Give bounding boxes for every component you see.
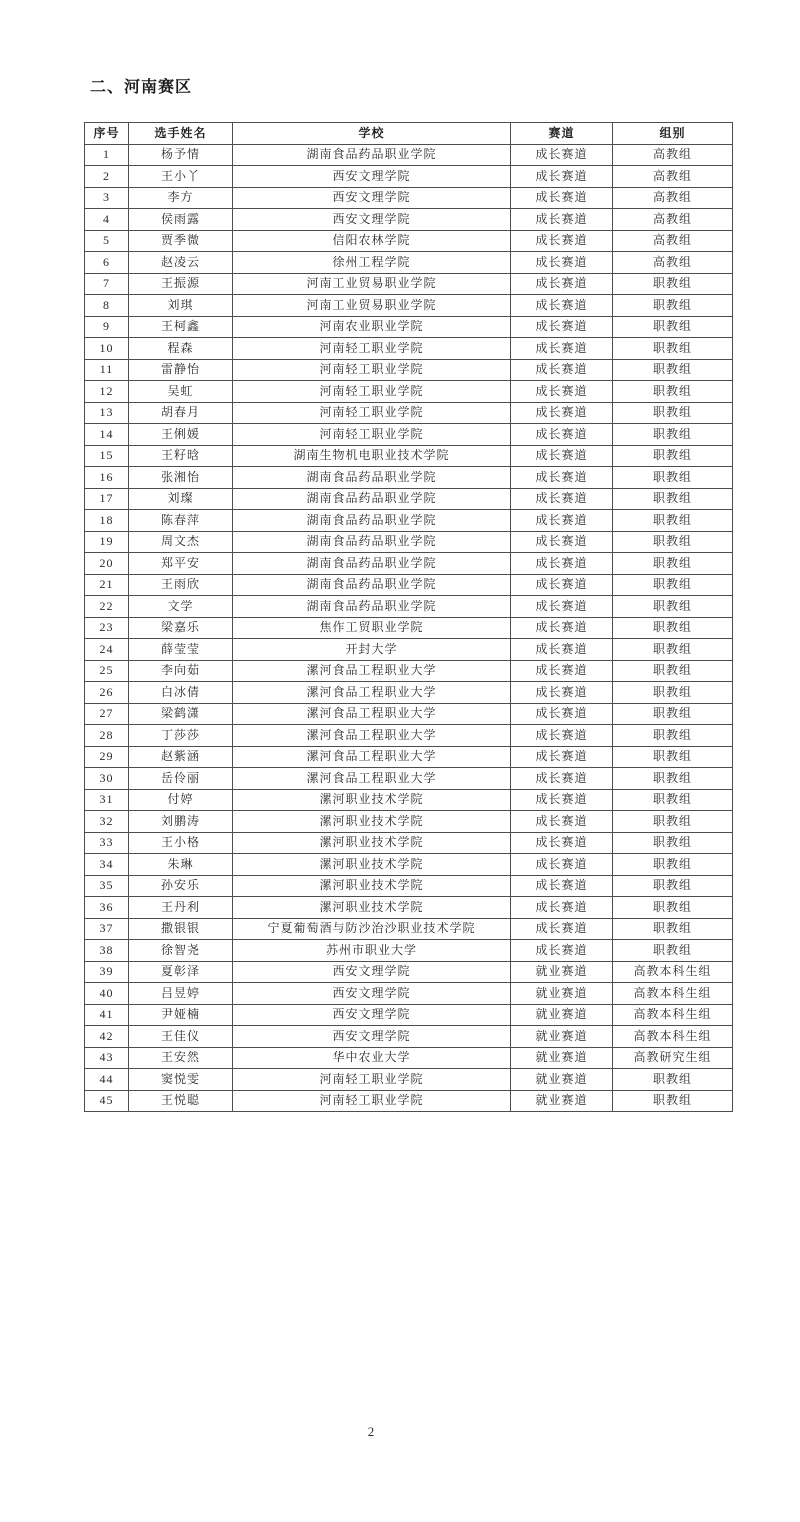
cell-no: 2: [85, 166, 129, 188]
cell-group: 高教本科生组: [613, 983, 733, 1005]
cell-school: 湖南食品药品职业学院: [233, 531, 511, 553]
cell-group: 职教组: [613, 811, 733, 833]
cell-no: 45: [85, 1090, 129, 1112]
cell-group: 职教组: [613, 596, 733, 618]
cell-group: 高教本科生组: [613, 1004, 733, 1026]
cell-name: 郑平安: [129, 553, 233, 575]
cell-track: 成长赛道: [511, 467, 613, 489]
cell-no: 1: [85, 144, 129, 166]
cell-no: 29: [85, 746, 129, 768]
table-row: [85, 510, 733, 532]
cell-no: 35: [85, 875, 129, 897]
cell-track: 成长赛道: [511, 144, 613, 166]
cell-group: 高教本科生组: [613, 961, 733, 983]
table-row: [85, 596, 733, 618]
cell-school: 苏州市职业大学: [233, 940, 511, 962]
cell-no: 15: [85, 445, 129, 467]
cell-name: 孙安乐: [129, 875, 233, 897]
cell-school: 西安文理学院: [233, 983, 511, 1005]
cell-group: 职教组: [613, 746, 733, 768]
table-row: [85, 553, 733, 575]
cell-no: 39: [85, 961, 129, 983]
cell-group: 职教组: [613, 639, 733, 661]
cell-name: 王小格: [129, 832, 233, 854]
cell-no: 36: [85, 897, 129, 919]
table-row: [85, 854, 733, 876]
cell-name: 王丹利: [129, 897, 233, 919]
table-row: [85, 746, 733, 768]
cell-group: 职教组: [613, 682, 733, 704]
cell-track: 成长赛道: [511, 832, 613, 854]
cell-group: 职教组: [613, 832, 733, 854]
cell-school: 湖南食品药品职业学院: [233, 467, 511, 489]
table-row: [85, 574, 733, 596]
cell-track: 成长赛道: [511, 639, 613, 661]
cell-group: 高教组: [613, 144, 733, 166]
cell-track: 就业赛道: [511, 961, 613, 983]
cell-school: 湖南食品药品职业学院: [233, 596, 511, 618]
cell-group: 职教组: [613, 789, 733, 811]
cell-no: 31: [85, 789, 129, 811]
cell-school: 漯河食品工程职业大学: [233, 682, 511, 704]
cell-group: 职教组: [613, 424, 733, 446]
cell-no: 42: [85, 1026, 129, 1048]
table-row: [85, 1047, 733, 1069]
column-header-name: 选手姓名: [129, 123, 233, 145]
cell-no: 28: [85, 725, 129, 747]
cell-school: 西安文理学院: [233, 961, 511, 983]
cell-track: 成长赛道: [511, 596, 613, 618]
table-row: [85, 832, 733, 854]
cell-school: 西安文理学院: [233, 209, 511, 231]
cell-no: 26: [85, 682, 129, 704]
cell-no: 25: [85, 660, 129, 682]
cell-name: 王小丫: [129, 166, 233, 188]
cell-track: 就业赛道: [511, 1069, 613, 1091]
cell-name: 王俐媛: [129, 424, 233, 446]
cell-track: 就业赛道: [511, 1026, 613, 1048]
cell-track: 成长赛道: [511, 209, 613, 231]
cell-group: 职教组: [613, 854, 733, 876]
cell-name: 王悦聪: [129, 1090, 233, 1112]
cell-school: 河南轻工职业学院: [233, 1069, 511, 1091]
table-row: [85, 230, 733, 252]
cell-name: 尹娅楠: [129, 1004, 233, 1026]
cell-name: 侯雨露: [129, 209, 233, 231]
cell-school: 西安文理学院: [233, 187, 511, 209]
cell-name: 杨予情: [129, 144, 233, 166]
cell-no: 27: [85, 703, 129, 725]
cell-no: 40: [85, 983, 129, 1005]
cell-name: 赵紫涵: [129, 746, 233, 768]
cell-school: 西安文理学院: [233, 166, 511, 188]
cell-name: 梁鹤潇: [129, 703, 233, 725]
cell-no: 4: [85, 209, 129, 231]
cell-name: 周文杰: [129, 531, 233, 553]
cell-name: 梁嘉乐: [129, 617, 233, 639]
cell-no: 44: [85, 1069, 129, 1091]
cell-name: 薛莹莹: [129, 639, 233, 661]
cell-group: 职教组: [613, 488, 733, 510]
cell-name: 付婷: [129, 789, 233, 811]
cell-school: 宁夏葡萄酒与防沙治沙职业技术学院: [233, 918, 511, 940]
table-row: [85, 1090, 733, 1112]
cell-name: 程森: [129, 338, 233, 360]
table-row: [85, 617, 733, 639]
cell-no: 24: [85, 639, 129, 661]
table-row: [85, 488, 733, 510]
cell-group: 职教组: [613, 445, 733, 467]
cell-group: 高教组: [613, 230, 733, 252]
cell-school: 漯河职业技术学院: [233, 811, 511, 833]
cell-track: 就业赛道: [511, 1004, 613, 1026]
cell-track: 成长赛道: [511, 316, 613, 338]
cell-track: 成长赛道: [511, 445, 613, 467]
table-row: [85, 983, 733, 1005]
table-row: [85, 789, 733, 811]
cell-track: 成长赛道: [511, 230, 613, 252]
table-row: [85, 252, 733, 274]
cell-school: 焦作工贸职业学院: [233, 617, 511, 639]
cell-name: 刘璨: [129, 488, 233, 510]
table-header: [85, 123, 733, 145]
column-header-no: 序号: [85, 123, 129, 145]
cell-name: 丁莎莎: [129, 725, 233, 747]
cell-track: 成长赛道: [511, 768, 613, 790]
cell-no: 17: [85, 488, 129, 510]
cell-group: 职教组: [613, 768, 733, 790]
cell-school: 河南轻工职业学院: [233, 424, 511, 446]
cell-name: 白冰倩: [129, 682, 233, 704]
cell-school: 河南轻工职业学院: [233, 338, 511, 360]
table-header-row: [85, 123, 733, 145]
cell-no: 8: [85, 295, 129, 317]
cell-no: 19: [85, 531, 129, 553]
table-row: [85, 359, 733, 381]
table-row: [85, 961, 733, 983]
cell-track: 成长赛道: [511, 574, 613, 596]
cell-no: 37: [85, 918, 129, 940]
cell-no: 3: [85, 187, 129, 209]
cell-school: 华中农业大学: [233, 1047, 511, 1069]
cell-no: 11: [85, 359, 129, 381]
cell-name: 窦悦雯: [129, 1069, 233, 1091]
cell-name: 王振源: [129, 273, 233, 295]
cell-group: 职教组: [613, 273, 733, 295]
table-row: [85, 1026, 733, 1048]
cell-school: 漯河食品工程职业大学: [233, 660, 511, 682]
cell-track: 成长赛道: [511, 488, 613, 510]
cell-track: 成长赛道: [511, 166, 613, 188]
cell-school: 河南轻工职业学院: [233, 359, 511, 381]
cell-no: 38: [85, 940, 129, 962]
cell-track: 成长赛道: [511, 187, 613, 209]
cell-track: 成长赛道: [511, 682, 613, 704]
cell-name: 王雨欣: [129, 574, 233, 596]
cell-group: 高教组: [613, 209, 733, 231]
cell-no: 5: [85, 230, 129, 252]
table-row: [85, 166, 733, 188]
table-row: [85, 424, 733, 446]
cell-group: 职教组: [613, 918, 733, 940]
cell-school: 漯河职业技术学院: [233, 832, 511, 854]
table-row: [85, 725, 733, 747]
cell-no: 34: [85, 854, 129, 876]
table-row: [85, 918, 733, 940]
cell-school: 湖南食品药品职业学院: [233, 488, 511, 510]
cell-group: 高教组: [613, 166, 733, 188]
table-row: [85, 531, 733, 553]
cell-name: 朱琳: [129, 854, 233, 876]
cell-track: 成长赛道: [511, 252, 613, 274]
cell-group: 职教组: [613, 359, 733, 381]
cell-group: 职教组: [613, 1090, 733, 1112]
cell-group: 职教组: [613, 510, 733, 532]
cell-school: 漯河职业技术学院: [233, 875, 511, 897]
cell-track: 成长赛道: [511, 725, 613, 747]
cell-school: 湖南食品药品职业学院: [233, 510, 511, 532]
cell-name: 胡春月: [129, 402, 233, 424]
cell-track: 成长赛道: [511, 918, 613, 940]
cell-track: 成长赛道: [511, 660, 613, 682]
cell-group: 职教组: [613, 381, 733, 403]
cell-group: 职教组: [613, 617, 733, 639]
cell-track: 成长赛道: [511, 531, 613, 553]
cell-name: 徐智尧: [129, 940, 233, 962]
cell-no: 12: [85, 381, 129, 403]
cell-group: 职教组: [613, 553, 733, 575]
cell-track: 成长赛道: [511, 789, 613, 811]
cell-no: 14: [85, 424, 129, 446]
table-row: [85, 811, 733, 833]
cell-school: 漯河职业技术学院: [233, 897, 511, 919]
cell-no: 43: [85, 1047, 129, 1069]
cell-name: 吕昱婷: [129, 983, 233, 1005]
cell-group: 高教组: [613, 252, 733, 274]
cell-track: 成长赛道: [511, 338, 613, 360]
cell-no: 10: [85, 338, 129, 360]
cell-name: 刘琪: [129, 295, 233, 317]
cell-no: 23: [85, 617, 129, 639]
cell-track: 成长赛道: [511, 897, 613, 919]
cell-name: 李向茹: [129, 660, 233, 682]
cell-track: 成长赛道: [511, 746, 613, 768]
cell-school: 漯河食品工程职业大学: [233, 746, 511, 768]
cell-no: 41: [85, 1004, 129, 1026]
cell-school: 河南农业职业学院: [233, 316, 511, 338]
cell-name: 赵凌云: [129, 252, 233, 274]
page-number: 2: [367, 1424, 375, 1439]
cell-school: 河南工业贸易职业学院: [233, 273, 511, 295]
cell-no: 22: [85, 596, 129, 618]
cell-no: 13: [85, 402, 129, 424]
cell-track: 成长赛道: [511, 510, 613, 532]
table-row: [85, 703, 733, 725]
cell-track: 成长赛道: [511, 402, 613, 424]
cell-no: 30: [85, 768, 129, 790]
cell-school: 徐州工程学院: [233, 252, 511, 274]
cell-name: 文学: [129, 596, 233, 618]
cell-group: 职教组: [613, 316, 733, 338]
cell-no: 9: [85, 316, 129, 338]
table-row: [85, 144, 733, 166]
cell-group: 职教组: [613, 660, 733, 682]
cell-no: 16: [85, 467, 129, 489]
cell-school: 开封大学: [233, 639, 511, 661]
cell-group: 职教组: [613, 897, 733, 919]
cell-track: 成长赛道: [511, 424, 613, 446]
cell-group: 职教组: [613, 875, 733, 897]
cell-school: 湖南食品药品职业学院: [233, 144, 511, 166]
table-row: [85, 682, 733, 704]
table-row: [85, 1069, 733, 1091]
cell-school: 漯河职业技术学院: [233, 854, 511, 876]
cell-no: 32: [85, 811, 129, 833]
cell-no: 21: [85, 574, 129, 596]
cell-track: 成长赛道: [511, 854, 613, 876]
cell-track: 就业赛道: [511, 1047, 613, 1069]
cell-name: 张湘怡: [129, 467, 233, 489]
cell-no: 33: [85, 832, 129, 854]
cell-name: 雷静怡: [129, 359, 233, 381]
table-row: [85, 875, 733, 897]
table-row: [85, 1004, 733, 1026]
cell-name: 王佳仪: [129, 1026, 233, 1048]
cell-group: 职教组: [613, 1069, 733, 1091]
cell-track: 成长赛道: [511, 875, 613, 897]
cell-no: 7: [85, 273, 129, 295]
cell-track: 成长赛道: [511, 381, 613, 403]
cell-track: 成长赛道: [511, 703, 613, 725]
cell-name: 陈春萍: [129, 510, 233, 532]
contestants-table: [84, 122, 733, 1112]
cell-group: 职教组: [613, 467, 733, 489]
column-header-group: 组别: [613, 123, 733, 145]
cell-school: 河南工业贸易职业学院: [233, 295, 511, 317]
cell-group: 高教研究生组: [613, 1047, 733, 1069]
table-row: [85, 402, 733, 424]
cell-track: 就业赛道: [511, 1090, 613, 1112]
cell-school: 湖南食品药品职业学院: [233, 574, 511, 596]
cell-name: 王柯鑫: [129, 316, 233, 338]
section-title: 二、河南赛区: [90, 79, 193, 96]
cell-no: 18: [85, 510, 129, 532]
table-row: [85, 639, 733, 661]
table-row: [85, 381, 733, 403]
cell-school: 河南轻工职业学院: [233, 1090, 511, 1112]
cell-group: 职教组: [613, 402, 733, 424]
table-row: [85, 660, 733, 682]
table-row: [85, 940, 733, 962]
table-row: [85, 316, 733, 338]
cell-name: 刘鹏涛: [129, 811, 233, 833]
cell-group: 职教组: [613, 940, 733, 962]
cell-name: 贾季微: [129, 230, 233, 252]
table-row: [85, 338, 733, 360]
table-row: [85, 467, 733, 489]
cell-name: 李方: [129, 187, 233, 209]
cell-track: 成长赛道: [511, 617, 613, 639]
cell-school: 漯河食品工程职业大学: [233, 725, 511, 747]
cell-school: 西安文理学院: [233, 1026, 511, 1048]
cell-school: 河南轻工职业学院: [233, 381, 511, 403]
cell-track: 成长赛道: [511, 811, 613, 833]
column-header-track: 赛道: [511, 123, 613, 145]
cell-no: 20: [85, 553, 129, 575]
cell-school: 漯河食品工程职业大学: [233, 768, 511, 790]
cell-group: 职教组: [613, 531, 733, 553]
cell-track: 成长赛道: [511, 359, 613, 381]
cell-track: 成长赛道: [511, 295, 613, 317]
cell-track: 成长赛道: [511, 940, 613, 962]
cell-school: 漯河食品工程职业大学: [233, 703, 511, 725]
cell-name: 吴虹: [129, 381, 233, 403]
column-header-school: 学校: [233, 123, 511, 145]
cell-name: 王籽晗: [129, 445, 233, 467]
cell-group: 高教组: [613, 187, 733, 209]
cell-group: 职教组: [613, 703, 733, 725]
table-row: [85, 209, 733, 231]
table-row: [85, 187, 733, 209]
table-row: [85, 445, 733, 467]
cell-track: 成长赛道: [511, 273, 613, 295]
cell-school: 湖南生物机电职业技术学院: [233, 445, 511, 467]
cell-group: 职教组: [613, 574, 733, 596]
table-row: [85, 273, 733, 295]
cell-school: 信阳农林学院: [233, 230, 511, 252]
table-row: [85, 897, 733, 919]
cell-track: 就业赛道: [511, 983, 613, 1005]
cell-group: 职教组: [613, 725, 733, 747]
cell-track: 成长赛道: [511, 553, 613, 575]
cell-school: 西安文理学院: [233, 1004, 511, 1026]
cell-school: 河南轻工职业学院: [233, 402, 511, 424]
cell-group: 职教组: [613, 295, 733, 317]
cell-name: 岳伶丽: [129, 768, 233, 790]
contestants-table-body: [85, 144, 733, 1112]
cell-name: 夏彰泽: [129, 961, 233, 983]
cell-school: 漯河职业技术学院: [233, 789, 511, 811]
table-row: [85, 295, 733, 317]
cell-school: 湖南食品药品职业学院: [233, 553, 511, 575]
cell-group: 高教本科生组: [613, 1026, 733, 1048]
cell-name: 撒银银: [129, 918, 233, 940]
cell-name: 王安然: [129, 1047, 233, 1069]
table-row: [85, 768, 733, 790]
cell-group: 职教组: [613, 338, 733, 360]
cell-no: 6: [85, 252, 129, 274]
